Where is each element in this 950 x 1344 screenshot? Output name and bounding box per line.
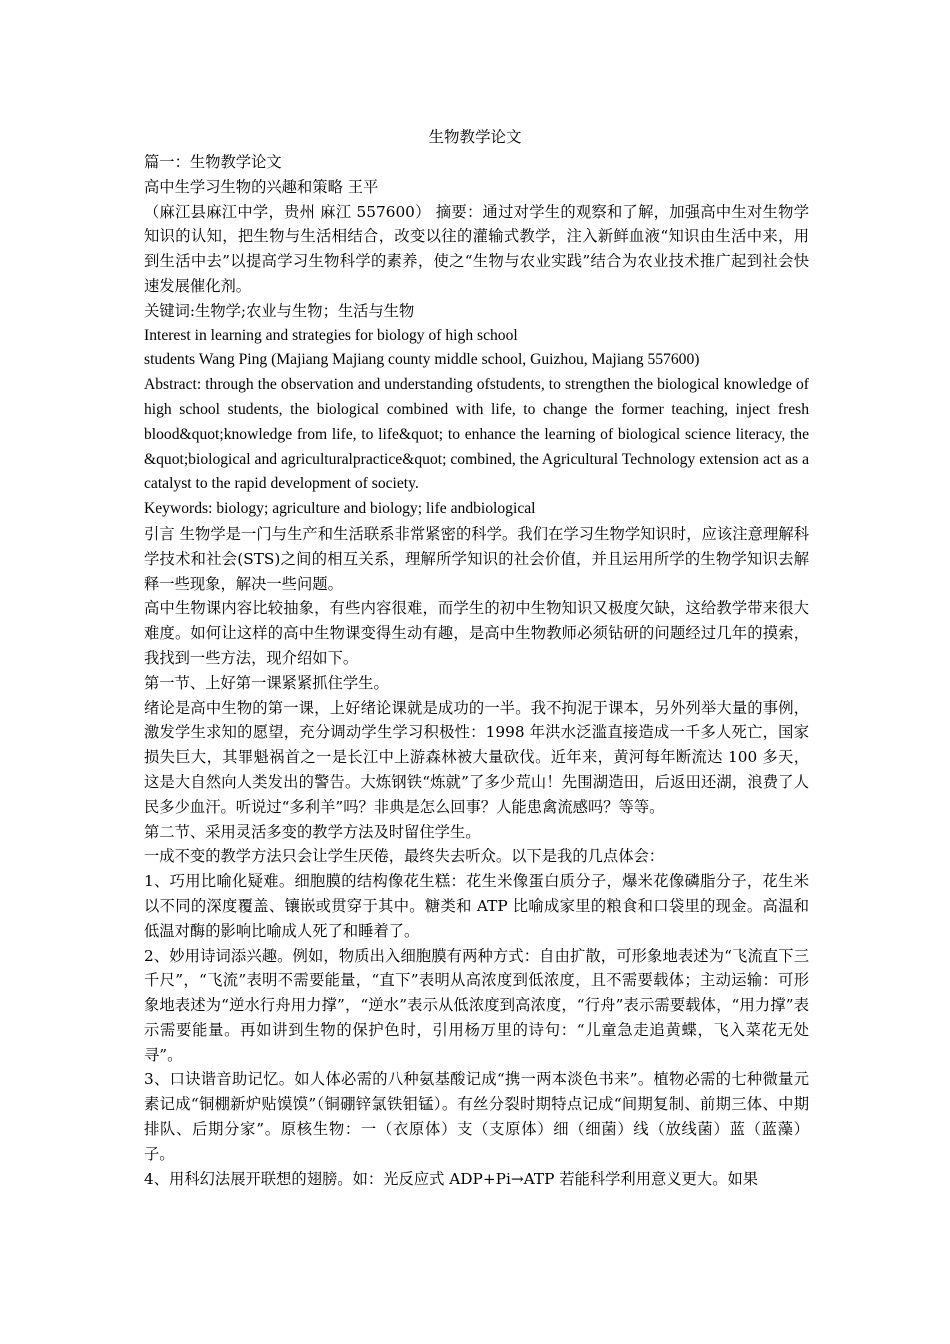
body-paragraph: 一成不变的教学方法只会让学生厌倦，最终失去听众。以下是我的几点体会：: [144, 847, 665, 866]
english-title-line-2: students Wang Ping (Majiang Majiang county middle school, Guizhou, Majiang 557600): [144, 351, 700, 369]
document-title: 生物教学论文: [428, 128, 522, 146]
document-body: [144, 150, 809, 1191]
section-1-heading: 第一节、上好第一课紧紧抓住学生。: [144, 673, 389, 692]
list-item-4: 4、用科幻法展开联想的翅膀。如：光反应式 ADP+Pi→ATP 若能科学利用意义更大。如果: [144, 1169, 759, 1188]
list-item-1: 1、巧用比喻化疑难。细胞膜的结构像花生糕：花生米像蛋白质分子，爆米花像磷脂分子，花生米以不同的深度覆盖、镶嵌或贯穿于其中。糖类和 ATP 比喻成家里的粮食和口袋里的现金。高温和低温对酶的影响比喻成人死了和睡着了。: [144, 872, 809, 940]
body-paragraph: 绪论是高中生物的第一课，上好绪论课就是成功的一半。我不拘泥于课本，另外列举大量的事例，激发学生求知的愿望，充分调动学生学习积极性：1998 年洪水泛滥直接造成一千多人死亡，国家损失巨大，其罪魁祸首之一是长江中上游森林被大量砍伐。近年来，黄河每年断流达 100 多天，这是大自然向人类发出的警告。大炼钢铁“炼就”了多少荒山！先围湖造田，后返田还湖，浪费了人民多少血汗。听说过“多利羊”吗？非典是怎么回事？人能患禽流感吗？等等。: [144, 698, 809, 816]
section-2-heading: 第二节、采用灵活多变的教学方法及时留住学生。: [144, 822, 481, 841]
english-abstract-paragraph: Abstract: through the observation and understanding ofstudents, to strengthen the biological knowledge of high school students, the biological combined with life, to change the former teaching, inject fresh blood&quot;knowledge from life, to life&quot; to enhance the learning of biological science literacy, the &quot;biological and agriculturalpractice&quot; combined, the Agricultural Technology extension act as a catalyst to the rapid development of society.: [144, 376, 809, 493]
introduction-paragraph: 引言 生物学是一门与生产和生活联系非常紧密的科学。我们在学习生物学知识时，应该注意理解科学技术和社会(STS)之间的相互关系，理解所学知识的社会价值，并且运用所学的生物学知识去解释一些现象，解决一些问题。: [144, 524, 809, 593]
english-keywords-paragraph: Keywords: biology; agriculture and biology; life andbiological: [144, 500, 536, 518]
list-item-3: 3、口诀谐音助记忆。如人体必需的八种氨基酸记成“携一两本淡色书来”。植物必需的七种微量元素记成“铜棚新炉贴馍馍”（铜硼锌氯铁钼锰）。有丝分裂时期特点记成“间期复制、前期三体、中期排队、后期分家”。原核生物：一（衣原体）支（支原体）细（细菌）线（放线菌）蓝（蓝藻）子。: [144, 1070, 809, 1163]
abstract-paragraph: （麻江县麻江中学，贵州 麻江 557600） 摘要：通过对学生的观察和了解，加强高中生对生物学知识的认知，把生物与生活相结合，改变以往的灌输式教学，注入新鲜血液“知识由生活中来，用到生活中去”以提高学习生物科学的素养，使之“生物与农业实践”结合为农业技术推广起到社会快速发展催化剂。: [144, 202, 809, 295]
list-item-2: 2、妙用诗词添兴趣。例如，物质出入细胞膜有两种方式：自由扩散，可形象地表述为“飞流直下三千尺”，“飞流”表明不需要能量，“直下”表明从高浓度到低浓度，且不需要载体；主动运输：可形象地表述为“逆水行舟用力撑”，“逆水”表示从低浓度到高浓度，“行舟”表示需要载体，“用力撑”表示需要能量。再如讲到生物的保护色时，引用杨万里的诗句：“儿童急走追黄蝶，飞入菜花无处寻”。: [144, 946, 809, 1064]
body-paragraph: 高中生物课内容比较抽象，有些内容很难，而学生的初中生物知识又极度欠缺，这给教学带来很大难度。如何让这样的高中生物课变得生动有趣，是高中生物教师必须钻研的问题经过几年的摸索，我找到一些方法，现介绍如下。: [144, 599, 809, 667]
keywords-paragraph: 关键词:生物学;农业与生物；生活与生物: [144, 301, 415, 320]
paper-title: 高中生学习生物的兴趣和策略 王平: [144, 177, 379, 196]
section-heading: 篇一：生物教学论文: [144, 153, 282, 171]
english-title-line-1: Interest in learning and strategies for biology of high school: [144, 326, 518, 344]
